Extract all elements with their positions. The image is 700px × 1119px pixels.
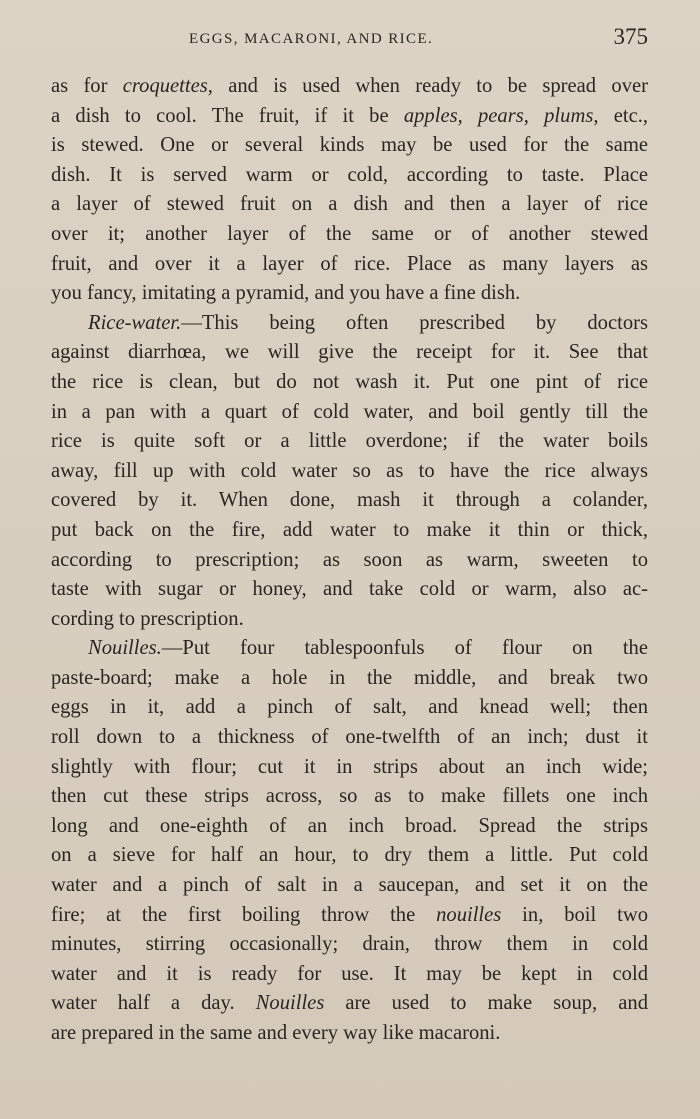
text-run: covered by it. When done, mash it through a colander, (51, 489, 648, 512)
text-line (51, 693, 648, 723)
text-line (51, 368, 648, 398)
text-run: —Put four tablespoonfuls of flour on the (161, 637, 648, 660)
text-line (51, 960, 648, 990)
text-line (51, 220, 648, 250)
text-line (51, 841, 648, 871)
running-head (0, 24, 700, 56)
text-line (51, 930, 648, 960)
text-run: fire; at the first boiling throw the (51, 903, 437, 926)
text-line (51, 102, 648, 132)
text-run: eggs in it, add a pinch of salt, and knead well; then (51, 696, 648, 719)
text-run: over it; another layer of the same or of another stewed (51, 222, 648, 245)
text-run: in a pan with a quart of cold water, and boil gently till the (51, 400, 648, 423)
text-run: water and a pinch of salt in a saucepan, and set it on the (51, 874, 648, 897)
text-line (51, 812, 648, 842)
text-line (51, 901, 648, 931)
text-line (51, 250, 648, 280)
text-run: , (457, 104, 478, 127)
italic-text: Nouilles (255, 992, 325, 1015)
text-run: , (523, 104, 545, 127)
text-line (51, 190, 648, 220)
text-run: long and one-eighth of an inch broad. Spread the strips (51, 814, 648, 837)
text-line (51, 457, 648, 487)
text-run: —This being often prescribed by doctors (181, 311, 648, 334)
text-line (51, 427, 648, 457)
text-line (51, 664, 648, 694)
text-line (51, 723, 648, 753)
body-text (51, 72, 648, 1049)
text-line (51, 989, 648, 1019)
text-run: in, boil two (501, 903, 648, 926)
text-line (51, 131, 648, 161)
text-line (51, 634, 648, 664)
text-line (51, 72, 648, 102)
text-run: cording to prescription. (51, 607, 244, 630)
italic-text: Rice-water. (88, 311, 182, 334)
text-run: you fancy, imitating a pyramid, and you have a fine dish. (51, 282, 521, 305)
text-line (51, 871, 648, 901)
text-run: water and it is ready for use. It may be kept in cold (51, 962, 648, 985)
text-run: roll down to a thickness of one-twelfth of an inch; dust it (51, 726, 648, 749)
text-line (51, 605, 648, 635)
text-line (51, 338, 648, 368)
text-line (51, 516, 648, 546)
text-run: dish. It is served warm or cold, according to taste. Place (51, 163, 648, 186)
text-line (51, 398, 648, 428)
text-run: , and is used when ready to be spread over (207, 75, 648, 97)
text-line (51, 546, 648, 576)
text-run: rice is quite soft or a little overdone; if the water boils (51, 430, 648, 453)
text-line (51, 782, 648, 812)
text-line (51, 161, 648, 191)
text-run: against diarrhœa, we will give the receipt for it. See that (51, 341, 648, 364)
text-run: a dish to cool. The fruit, if it be (51, 104, 404, 127)
text-run: away, fill up with cold water so as to have the rice always (51, 459, 648, 482)
text-run: are used to make soup, and (324, 992, 648, 1015)
text-run: on a sieve for half an hour, to dry them a little. Put cold (51, 844, 648, 867)
text-line (51, 753, 648, 783)
text-run: as for (51, 75, 123, 97)
italic-text: apples (403, 104, 458, 127)
italic-text: croquettes (122, 75, 208, 97)
text-run: slightly with flour; cut it in strips about an inch wide; (51, 755, 648, 778)
text-run: is stewed. One or several kinds may be used for the same (51, 134, 648, 157)
text-run: the rice is clean, but do not wash it. Put one pint of rice (51, 370, 648, 393)
text-run: taste with sugar or honey, and take cold or warm, also ac- (51, 578, 648, 601)
running-head-title: EGGS, MACARONI, AND RICE. (189, 31, 434, 47)
text-run: minutes, stirring occasionally; drain, throw them in cold (51, 933, 648, 956)
italic-text: nouilles (436, 903, 502, 926)
text-line (51, 309, 648, 339)
text-line (51, 575, 648, 605)
italic-text: pears (477, 104, 524, 127)
text-run: are prepared in the same and every way like macaroni. (51, 1022, 501, 1044)
text-run: water half a day. (51, 992, 256, 1015)
text-line (51, 1019, 648, 1049)
text-line (51, 486, 648, 516)
text-line (51, 279, 648, 309)
text-run: , etc., (593, 104, 649, 127)
text-run: then cut these strips across, so as to make fillets one inch (51, 785, 648, 808)
italic-text: Nouilles. (88, 637, 162, 660)
italic-text: plums (544, 104, 594, 127)
text-run: according to prescription; as soon as warm, sweeten to (51, 548, 648, 571)
text-run: put back on the fire, add water to make it thin or thick, (51, 518, 648, 541)
page-number: 375 (613, 24, 648, 49)
text-run: a layer of stewed fruit on a dish and then a layer of rice (51, 193, 648, 216)
text-run: fruit, and over it a layer of rice. Place as many layers as (51, 252, 648, 275)
text-run: paste-board; make a hole in the middle, and break two (51, 666, 648, 689)
